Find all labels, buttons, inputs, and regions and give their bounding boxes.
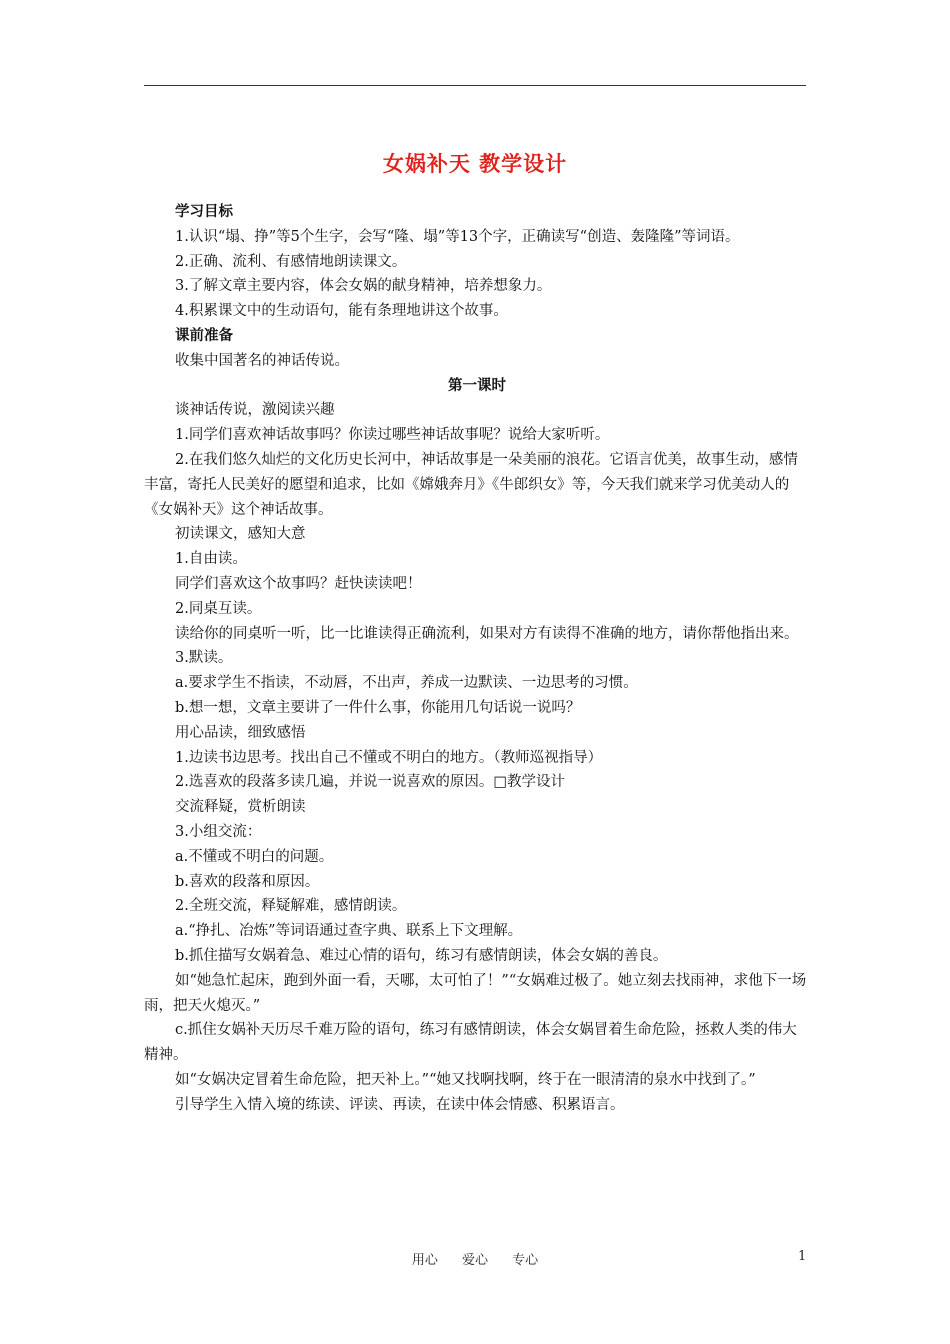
paragraph: 用心品读，细致感悟 — [175, 724, 306, 741]
section-heading: 课前准备 — [175, 327, 233, 344]
section-heading: 学习目标 — [175, 204, 233, 220]
paragraph: 1.自由读。 — [175, 551, 247, 568]
paragraph: 3.小组交流： — [175, 823, 262, 840]
page-footer — [0, 1249, 950, 1268]
paragraph: 如“她急忙起床，跑到外面一看，天哪，太可怕了！”“女娲难过极了。她立刻去找雨神，求他下一场雨，把天火熄灭。” — [144, 972, 807, 1014]
paragraph: 交流释疑，赏析朗读 — [175, 799, 306, 816]
section-heading: 第一课时 — [448, 377, 506, 394]
paragraph: 引导学生入情入境的练读、评读、再读，在读中体会情感、积累语言。 — [175, 1096, 625, 1113]
header-rule — [144, 85, 806, 86]
paragraph: 1.边读书边思考。找出自己不懂或不明白的地方。（教师巡视指导） — [175, 749, 603, 766]
paragraph: 2.正确、流利、有感情地朗读课文。 — [175, 253, 407, 270]
paragraph: 3.默读。 — [175, 650, 233, 667]
paragraph: 4.积累课文中的生动语句，能有条理地讲这个故事。 — [175, 303, 508, 320]
paragraph: b.喜欢的段落和原因。 — [175, 873, 320, 890]
paragraph: 2.同桌互读。 — [175, 600, 262, 617]
paragraph: a.要求学生不指读，不动唇，不出声，养成一边默读、一边思考的习惯。 — [175, 675, 638, 692]
paragraph: 如“女娲决定冒着生命危险，把天补上。”“她又找啊找啊，终于在一眼清清的泉水中找到了。” — [175, 1071, 756, 1088]
footer-text-3: 专心 — [512, 1253, 539, 1268]
footer-text-1: 用心 — [411, 1253, 438, 1268]
footer-text-2: 爱心 — [461, 1253, 488, 1268]
paragraph: 读给你的同桌听一听，比一比谁读得正确流利，如果对方有读得不准确的地方，请你帮他指出来。 — [175, 625, 799, 642]
page-number: 1 — [798, 1249, 807, 1264]
paragraph: 3.了解文章主要内容，体会女娲的献身精神，培养想象力。 — [175, 278, 552, 295]
paragraph: 谈神话传说，激阅读兴趣 — [175, 402, 335, 419]
paragraph: 收集中国著名的神话传说。 — [175, 352, 349, 369]
paragraph: a.“挣扎、冶炼”等词语通过查字典、联系上下文理解。 — [175, 923, 523, 940]
paragraph: b.抓住描写女娲着急、难过心情的语句，练习有感情朗读，体会女娲的善良。 — [175, 947, 668, 964]
document-body — [144, 200, 810, 1117]
paragraph: 2.全班交流，释疑解难，感情朗读。 — [175, 898, 407, 915]
paragraph: 1.认识“塌、挣”等5个生字，会写“隆、塌”等13个字，正确读写“创造、轰隆隆”等词语。 — [175, 228, 740, 245]
paragraph: 2.选喜欢的段落多读几遍，并说一说喜欢的原因。□教学设计 — [175, 774, 566, 791]
paragraph: 同学们喜欢这个故事吗？赶快读读吧！ — [175, 575, 422, 592]
paragraph: a.不懂或不明白的问题。 — [175, 848, 334, 865]
paragraph: c.抓住女娲补天历尽千难万险的语句，练习有感情朗读，体会女娲冒着生命危险，拯救人类的伟大精神。 — [144, 1022, 797, 1064]
paragraph: 2.在我们悠久灿烂的文化历史长河中，神话故事是一朵美丽的浪花。它语言优美，故事生动，感情丰富，寄托人民美好的愿望和追求，比如《嫦娥奔月》《牛郎织女》等，今天我们就来学习优美动人的《女娲补天》这个神话故事。 — [144, 451, 798, 518]
document-title: 女娲补天 教学设计 — [382, 152, 568, 176]
paragraph: 1.同学们喜欢神话故事吗？你读过哪些神话故事呢？说给大家听听。 — [175, 427, 610, 444]
paragraph: b.想一想，文章主要讲了一件什么事，你能用几句话说一说吗？ — [175, 699, 581, 716]
paragraph: 初读课文，感知大意 — [175, 526, 306, 543]
